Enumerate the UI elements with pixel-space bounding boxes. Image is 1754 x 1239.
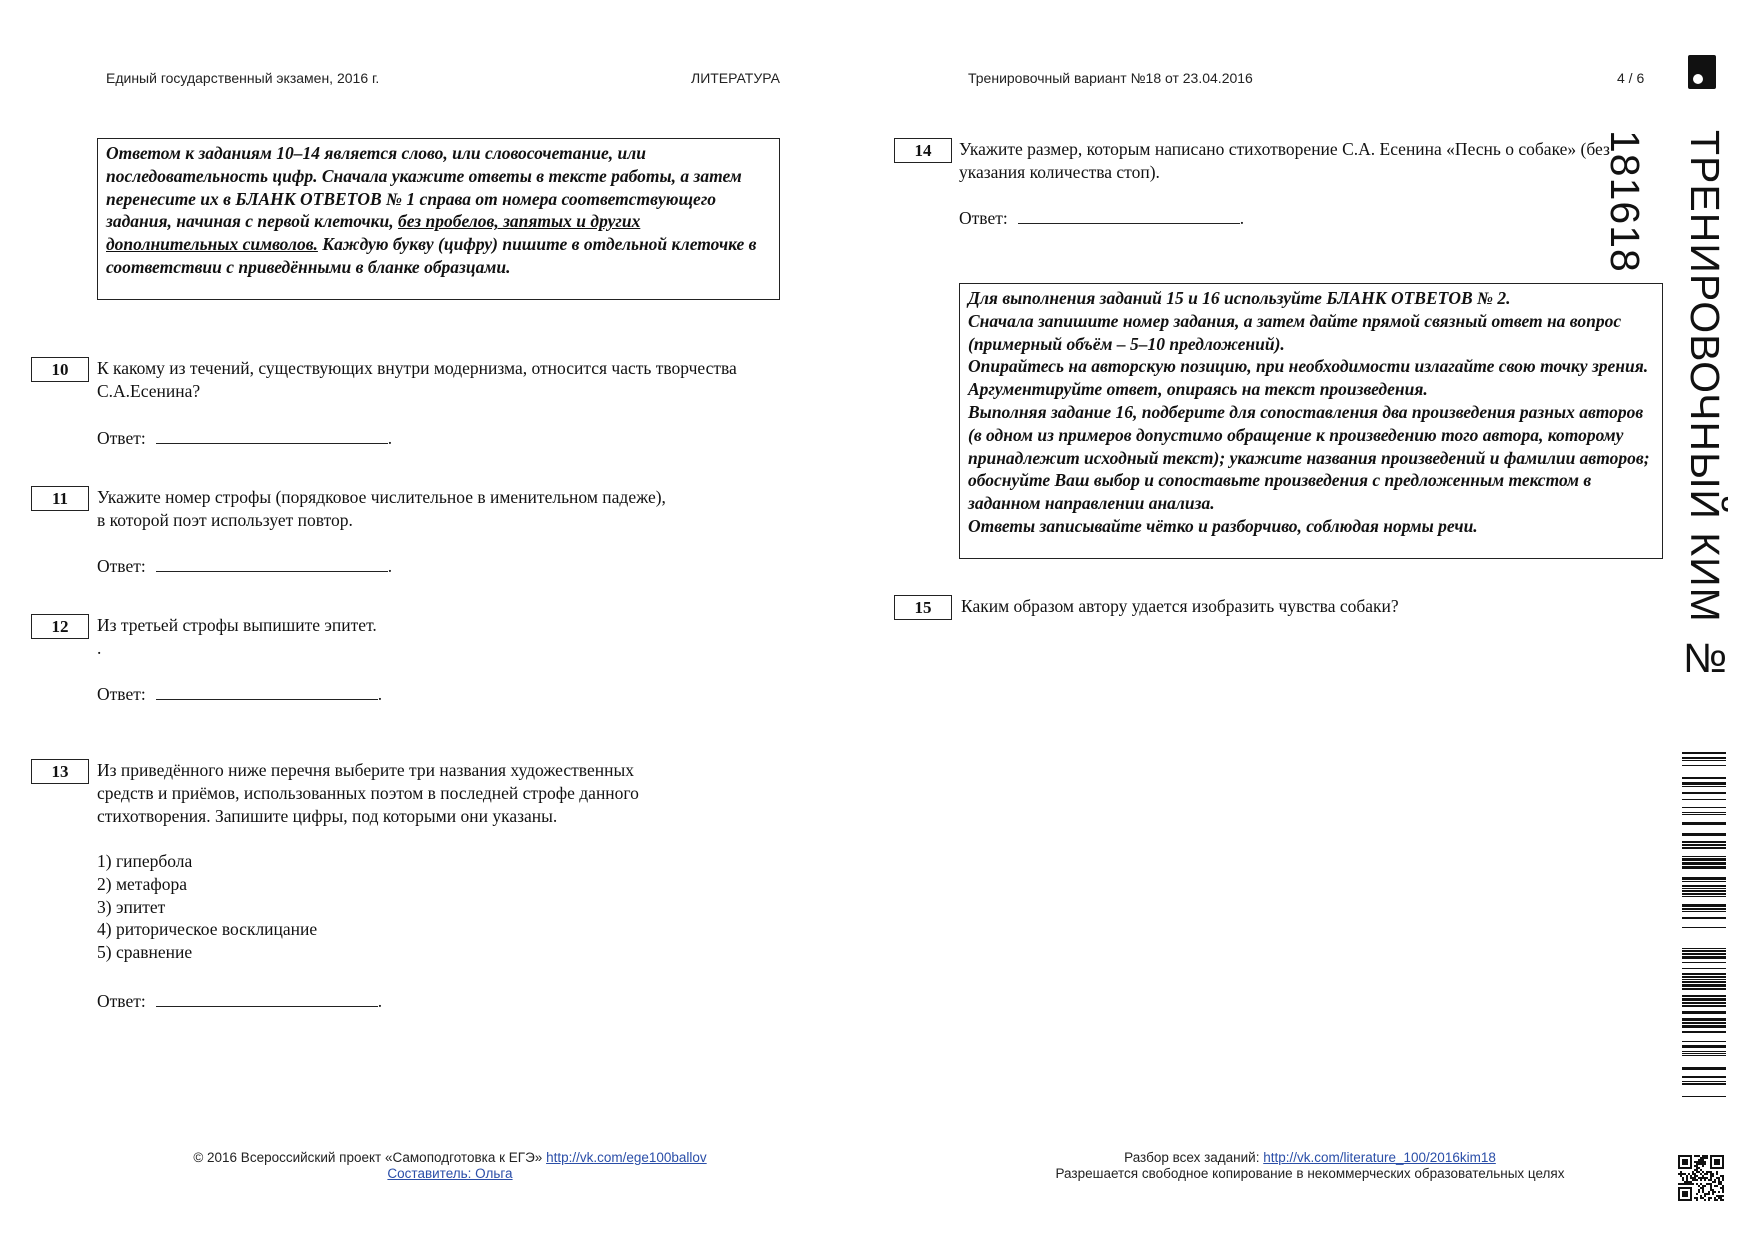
question-13-number: 13 (31, 759, 89, 784)
question-10-text: К какому из течений, существующих внутри модернизма, относится часть творчества С.А.Есенина? (97, 358, 737, 401)
instruction-box-15-16: Для выполнения заданий 15 и 16 используйте БЛАНК ОТВЕТОВ № 2. Сначала запишите номер задания, а затем дайте прямой связный ответ на вопрос (примерный объём – 5–10 предложений). Опирайтесь на авторскую позицию, при необходимости излагайте свою точку зрения. Аргументируйте ответ, опираясь на текст произведения. Выполняя задание 16, подберите для сопоставления два произведения разных авторов (в одном из примеров допустимо обращение к произведению того автора, которому принадлежит исходный текст); укажите названия произведений и фамилии авторов; обоснуйте Ваш выбор и сопоставьте произведения с предложенным текстом в заданном направлении анализа. Ответы записывайте чётко и разборчиво, соблюдая нормы речи. (959, 283, 1663, 559)
answer-10: Ответ: . (97, 428, 393, 448)
exam-logo-icon (1688, 55, 1716, 89)
answer-11-field[interactable] (156, 555, 388, 572)
footer-project: © 2016 Всероссийский проект «Самоподготовка к ЕГЭ» (193, 1150, 543, 1165)
option-item: 5) сравнение (97, 942, 193, 963)
answer-label: Ответ: (959, 208, 1008, 228)
barcode-icon (1682, 752, 1726, 1102)
answer-label: Ответ: (97, 428, 146, 448)
instruction-text-underlined: без пробелов, запятых и других дополнительных символов. (106, 211, 641, 255)
footer-author-link[interactable]: Составитель: Ольга (387, 1166, 513, 1181)
footer-project-link[interactable]: http://vk.com/ege100ballov (546, 1150, 707, 1165)
answer-14-field[interactable] (1018, 207, 1240, 224)
side-kim-title: ТРЕНИРОВОЧНЫЙ КИМ № 181618 (1602, 130, 1728, 683)
answer-label: Ответ: (97, 556, 146, 576)
instruction-box-10-14 (97, 138, 780, 300)
footer-right (1000, 1150, 1620, 1182)
answer-14: Ответ: . (959, 208, 1245, 228)
question-11-number: 11 (31, 486, 89, 511)
header-page-number: 4 / 6 (1617, 70, 1645, 86)
option-item: 1) гипербола (97, 851, 193, 871)
answer-11: Ответ: . (97, 556, 393, 576)
question-13-text: Из приведённого ниже перечня выберите три названия художественных средств и приёмов, использованных поэтом в последней строфе данного стихотворения. Запишите цифры, под которыми они указаны. (97, 760, 639, 826)
footer-copy-note: Разрешается свободное копирование в некоммерческих образовательных целях (1055, 1166, 1565, 1181)
option-item: 3) эпитет (97, 896, 166, 917)
answer-12-field[interactable] (156, 683, 378, 700)
header-exam-title: Единый государственный экзамен, 2016 г. (106, 70, 380, 86)
question-15-text: Каким образом автору удается изобразить чувства собаки? (961, 596, 1399, 616)
footer-analysis-link[interactable]: http://vk.com/literature_100/2016kim18 (1263, 1150, 1496, 1165)
question-11-text: Укажите номер строфы (порядковое числительное в именительном падеже), в которой поэт использует повтор. (97, 487, 666, 530)
answer-10-field[interactable] (156, 427, 388, 444)
option-item: 2) метафора (97, 873, 188, 894)
answer-12: Ответ: . (97, 684, 383, 704)
answer-label: Ответ: (97, 684, 146, 704)
answer-label: Ответ: (97, 991, 146, 1011)
header-subject: ЛИТЕРАТУРА (691, 70, 780, 86)
question-14-number: 14 (894, 138, 952, 163)
footer-left (150, 1150, 750, 1182)
question-15-number: 15 (894, 595, 952, 620)
footer-analysis-label: Разбор всех заданий: (1124, 1150, 1260, 1165)
question-12-number: 12 (31, 614, 89, 639)
answer-13-field[interactable] (156, 990, 378, 1007)
question-13-options (97, 850, 317, 964)
question-12-text: Из третьей строфы выпишите эпитет. . (97, 615, 377, 658)
header-variant: Тренировочный вариант №18 от 23.04.2016 (968, 70, 1253, 86)
question-10-number: 10 (31, 357, 89, 382)
instruction-text-b: Каждую букву (цифру) пишите в отдельной клеточке в соответствии с приведёнными в бланке образцами. (106, 234, 757, 277)
option-item: 4) риторическое восклицание (97, 919, 318, 940)
qr-code-icon (1678, 1155, 1724, 1201)
question-14-text: Укажите размер, которым написано стихотворение С.А. Есенина «Песнь о собаке» (без указания количества стоп). (959, 139, 1610, 182)
instruction-text-a: Ответом к заданиям 10–14 является слово, или словосочетание, или последовательность цифр. Сначала укажите ответы в тексте работы, а затем перенесите их в БЛАНК ОТВЕТОВ № 1 справа от номера соответствующего задания, начиная с первой клеточки, (106, 143, 742, 232)
answer-13: Ответ: . (97, 991, 383, 1011)
